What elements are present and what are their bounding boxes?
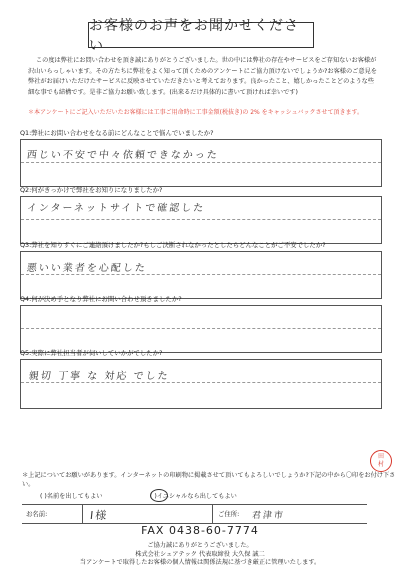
question-3-answer-box [20, 251, 382, 299]
question-5-answer-box [20, 359, 382, 409]
cashback-notice: ＊本アンケートにご記入いただいたお客様には工事ご用命時に工事金額(税抜き)の 2% をキャッシュバックさせて頂きます。 [28, 109, 364, 116]
option-initials[interactable]: ( )イニシャルなら出してもよい [150, 493, 237, 500]
circled-option-mark [150, 489, 168, 502]
page-title-text: お客様のお声をお聞かせください [89, 18, 299, 54]
option-full-name[interactable]: ( )名前を出してもよい [40, 493, 103, 500]
answer-guide-line [21, 328, 381, 329]
question-4-label: Q4:何が決め手となり弊社にお問い合わせ頂きましたか? [20, 295, 182, 303]
question-5-label: Q5:実際に弊社担当者が伺いしていかがでしたか? [20, 349, 163, 357]
answer-guide-line [21, 162, 381, 163]
divider [82, 505, 83, 523]
question-4 [20, 294, 382, 353]
page-title [88, 18, 314, 54]
name-address-row [22, 504, 367, 524]
question-2-answer: インターネットサイトで確認した [26, 203, 206, 214]
thanks-text: ご協力誠にありがとうございました。 [147, 542, 253, 549]
personal-seal-stamp [370, 450, 392, 472]
question-3-answer: 悪いい業者を心配した [26, 263, 148, 274]
question-3 [20, 240, 382, 299]
publication-request-text: ＊上記についてお願いがあります。インターネットの印刷物に掲載させて頂いてもよろしいでしょうか?下記の中から〇印をお付け下さい。 [22, 472, 396, 488]
question-5 [20, 348, 382, 409]
address-label: ご住所: [218, 510, 240, 518]
divider [212, 505, 213, 523]
question-1-answer-box [20, 139, 382, 187]
question-2-answer-box [20, 196, 382, 244]
name-label: お名前: [26, 510, 48, 518]
question-3-label: Q3:弊社を知りすぐにご連絡頂けましたか?もしご決断されなかったとしたらどんなことがご不安でしたか? [20, 241, 326, 249]
question-1-answer: 西じい不安で中々依頼できなかった [26, 150, 220, 161]
privacy-text: 当アンケートで取得したお客様の個人情報は関係法規に基づき厳正に管理いたします。 [79, 559, 321, 566]
question-2-label: Q2:何がきっかけで弊社をお知りになりましたか? [20, 186, 163, 194]
answer-guide-line [21, 274, 381, 275]
answer-guide-line [21, 219, 381, 220]
address-value: 君津市 [251, 511, 286, 521]
question-1-label: Q1:弊社にお問い合わせをなる前にどんなことで悩んでいましたか? [20, 129, 214, 137]
question-1 [20, 128, 382, 187]
stamp-char-2: 村 [377, 461, 384, 468]
company-text: 株式会社シェアテック 代表取締役 大久保 誠二 [135, 551, 265, 558]
stamp-char-1: 田 [377, 453, 384, 460]
question-2 [20, 185, 382, 244]
question-5-answer: 親切 丁寧 な 対応 でした [28, 371, 171, 382]
question-4-answer-box [20, 305, 382, 353]
intro-text: この度は弊社にお問い合わせを頂き誠にありがとうございました。世の中には弊社の存在やサービスをご存知ないお客様が沢山いらっしゃいます。その方たちに弊社をよく知って頂くためのアンケートにご協力頂けないでしょうか?お客様のご意見を弊社がお届けいただけたサービスに反映させていただきたいと考えております。良かったこと、嬉しかったことどのような些細な事でも結構です。是非ご協力お願い致します。(出来るだけ具体的に書いて頂ければ幸いです) [28, 57, 377, 96]
fax-number: FAX 0438-60-7774 [141, 524, 259, 537]
name-value: I様 [89, 509, 109, 522]
answer-guide-line [21, 382, 381, 383]
